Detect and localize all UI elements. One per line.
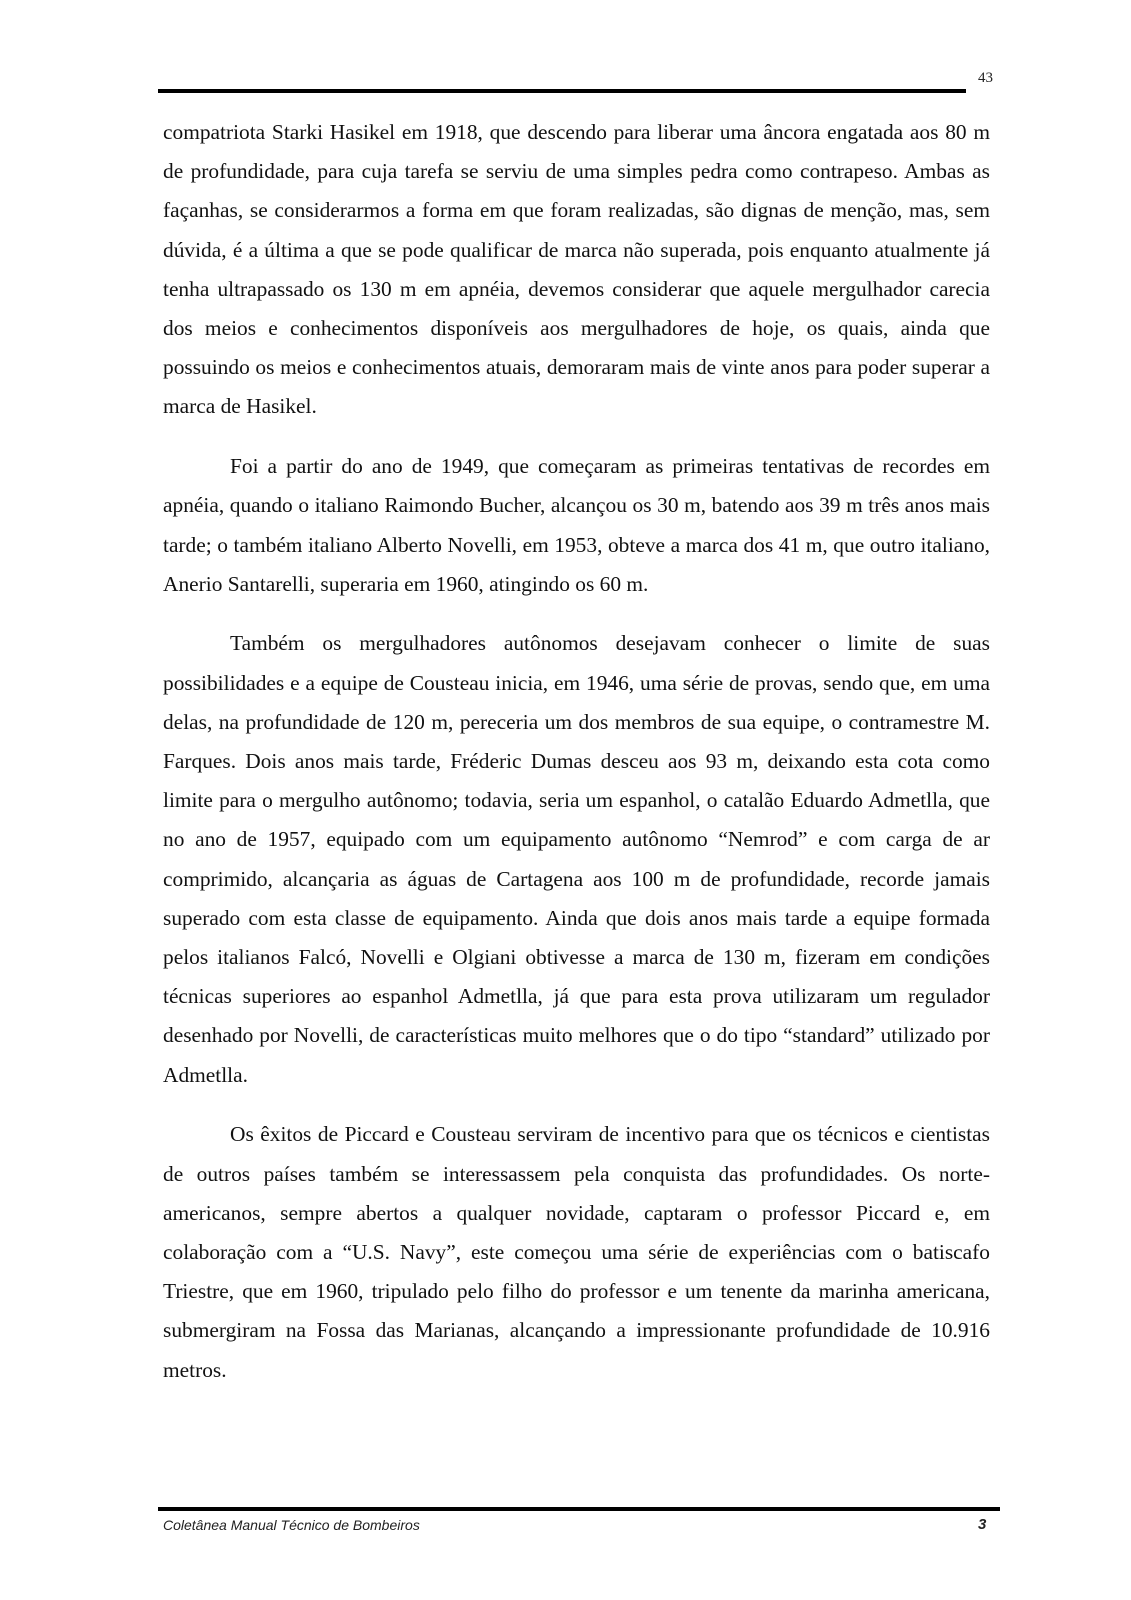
body-text [163, 113, 990, 1390]
paragraph-2: Foi a partir do ano de 1949, que começaram as primeiras tentativas de recordes em apnéia, quando o italiano Raimondo Bucher, alcançou os 30 m, batendo aos 39 m três anos mais tarde; o também italiano Alberto Novelli, em 1953, obteve a marca dos 41 m, que outro italiano, Anerio Santarelli, superaria em 1960, atingindo os 60 m. [163, 454, 990, 596]
footer-rule [158, 1507, 1000, 1511]
footer-title: Coletânea Manual Técnico de Bombeiros [163, 1517, 420, 1533]
footer-page-number: 3 [978, 1516, 987, 1533]
paragraph-3: Também os mergulhadores autônomos desejavam conhecer o limite de suas possibilidades e a equipe de Cousteau inicia, em 1946, uma série de provas, sendo que, em uma delas, na profundidade de 120 m, pereceria um dos membros de sua equipe, o contramestre M. Farques. Dois anos mais tarde, Fréderic Dumas desceu aos 93 m, deixando esta cota como limite para o mergulho autônomo; todavia, seria um espanhol, o catalão Eduardo Admetlla, que no ano de 1957, equipado com um equipamento autônomo “Nemrod” e com carga de ar comprimido, alcançaria as águas de Cartagena aos 100 m de profundidade, recorde jamais superado com esta classe de equipamento. Ainda que dois anos mais tarde a equipe formada pelos italianos Falcó, Novelli e Olgiani obtivesse a marca de 130 m, fizeram em condições técnicas superiores ao espanhol Admetlla, já que para esta prova utilizaram um regulador desenhado por Novelli, de características muito melhores que o do tipo “standard” utilizado por Admetlla. [163, 631, 990, 1087]
paragraph-1: compatriota Starki Hasikel em 1918, que descendo para liberar uma âncora engatada aos 80 m de profundidade, para cuja tarefa se serviu de uma simples pedra como contrapeso. Ambas as façanhas, se considerarmos a forma em que foram realizadas, são dignas de menção, mas, sem dúvida, é a última a que se pode qualificar de marca não superada, pois enquanto atualmente já tenha ultrapassado os 130 m em apnéia, devemos considerar que aquele mergulhador carecia dos meios e conhecimentos disponíveis aos mergulhadores de hoje, os quais, ainda que possuindo os meios e conhecimentos atuais, demoraram mais de vinte anos para poder superar a marca de Hasikel. [163, 120, 990, 419]
header-rule [158, 89, 966, 93]
header-page-number: 43 [978, 70, 993, 86]
paragraph-4: Os êxitos de Piccard e Cousteau serviram de incentivo para que os técnicos e cientistas de outros países também se interessassem pela conquista das profundidades. Os norte-americanos, sempre abertos a qualquer novidade, captaram o professor Piccard e, em colaboração com a “U.S. Navy”, este começou uma série de experiências com o batiscafo Triestre, que em 1960, tripulado pelo filho do professor e um tenente da marinha americana, submergiram na Fossa das Marianas, alcançando a impressionante profundidade de 10.916 metros. [163, 1122, 990, 1382]
